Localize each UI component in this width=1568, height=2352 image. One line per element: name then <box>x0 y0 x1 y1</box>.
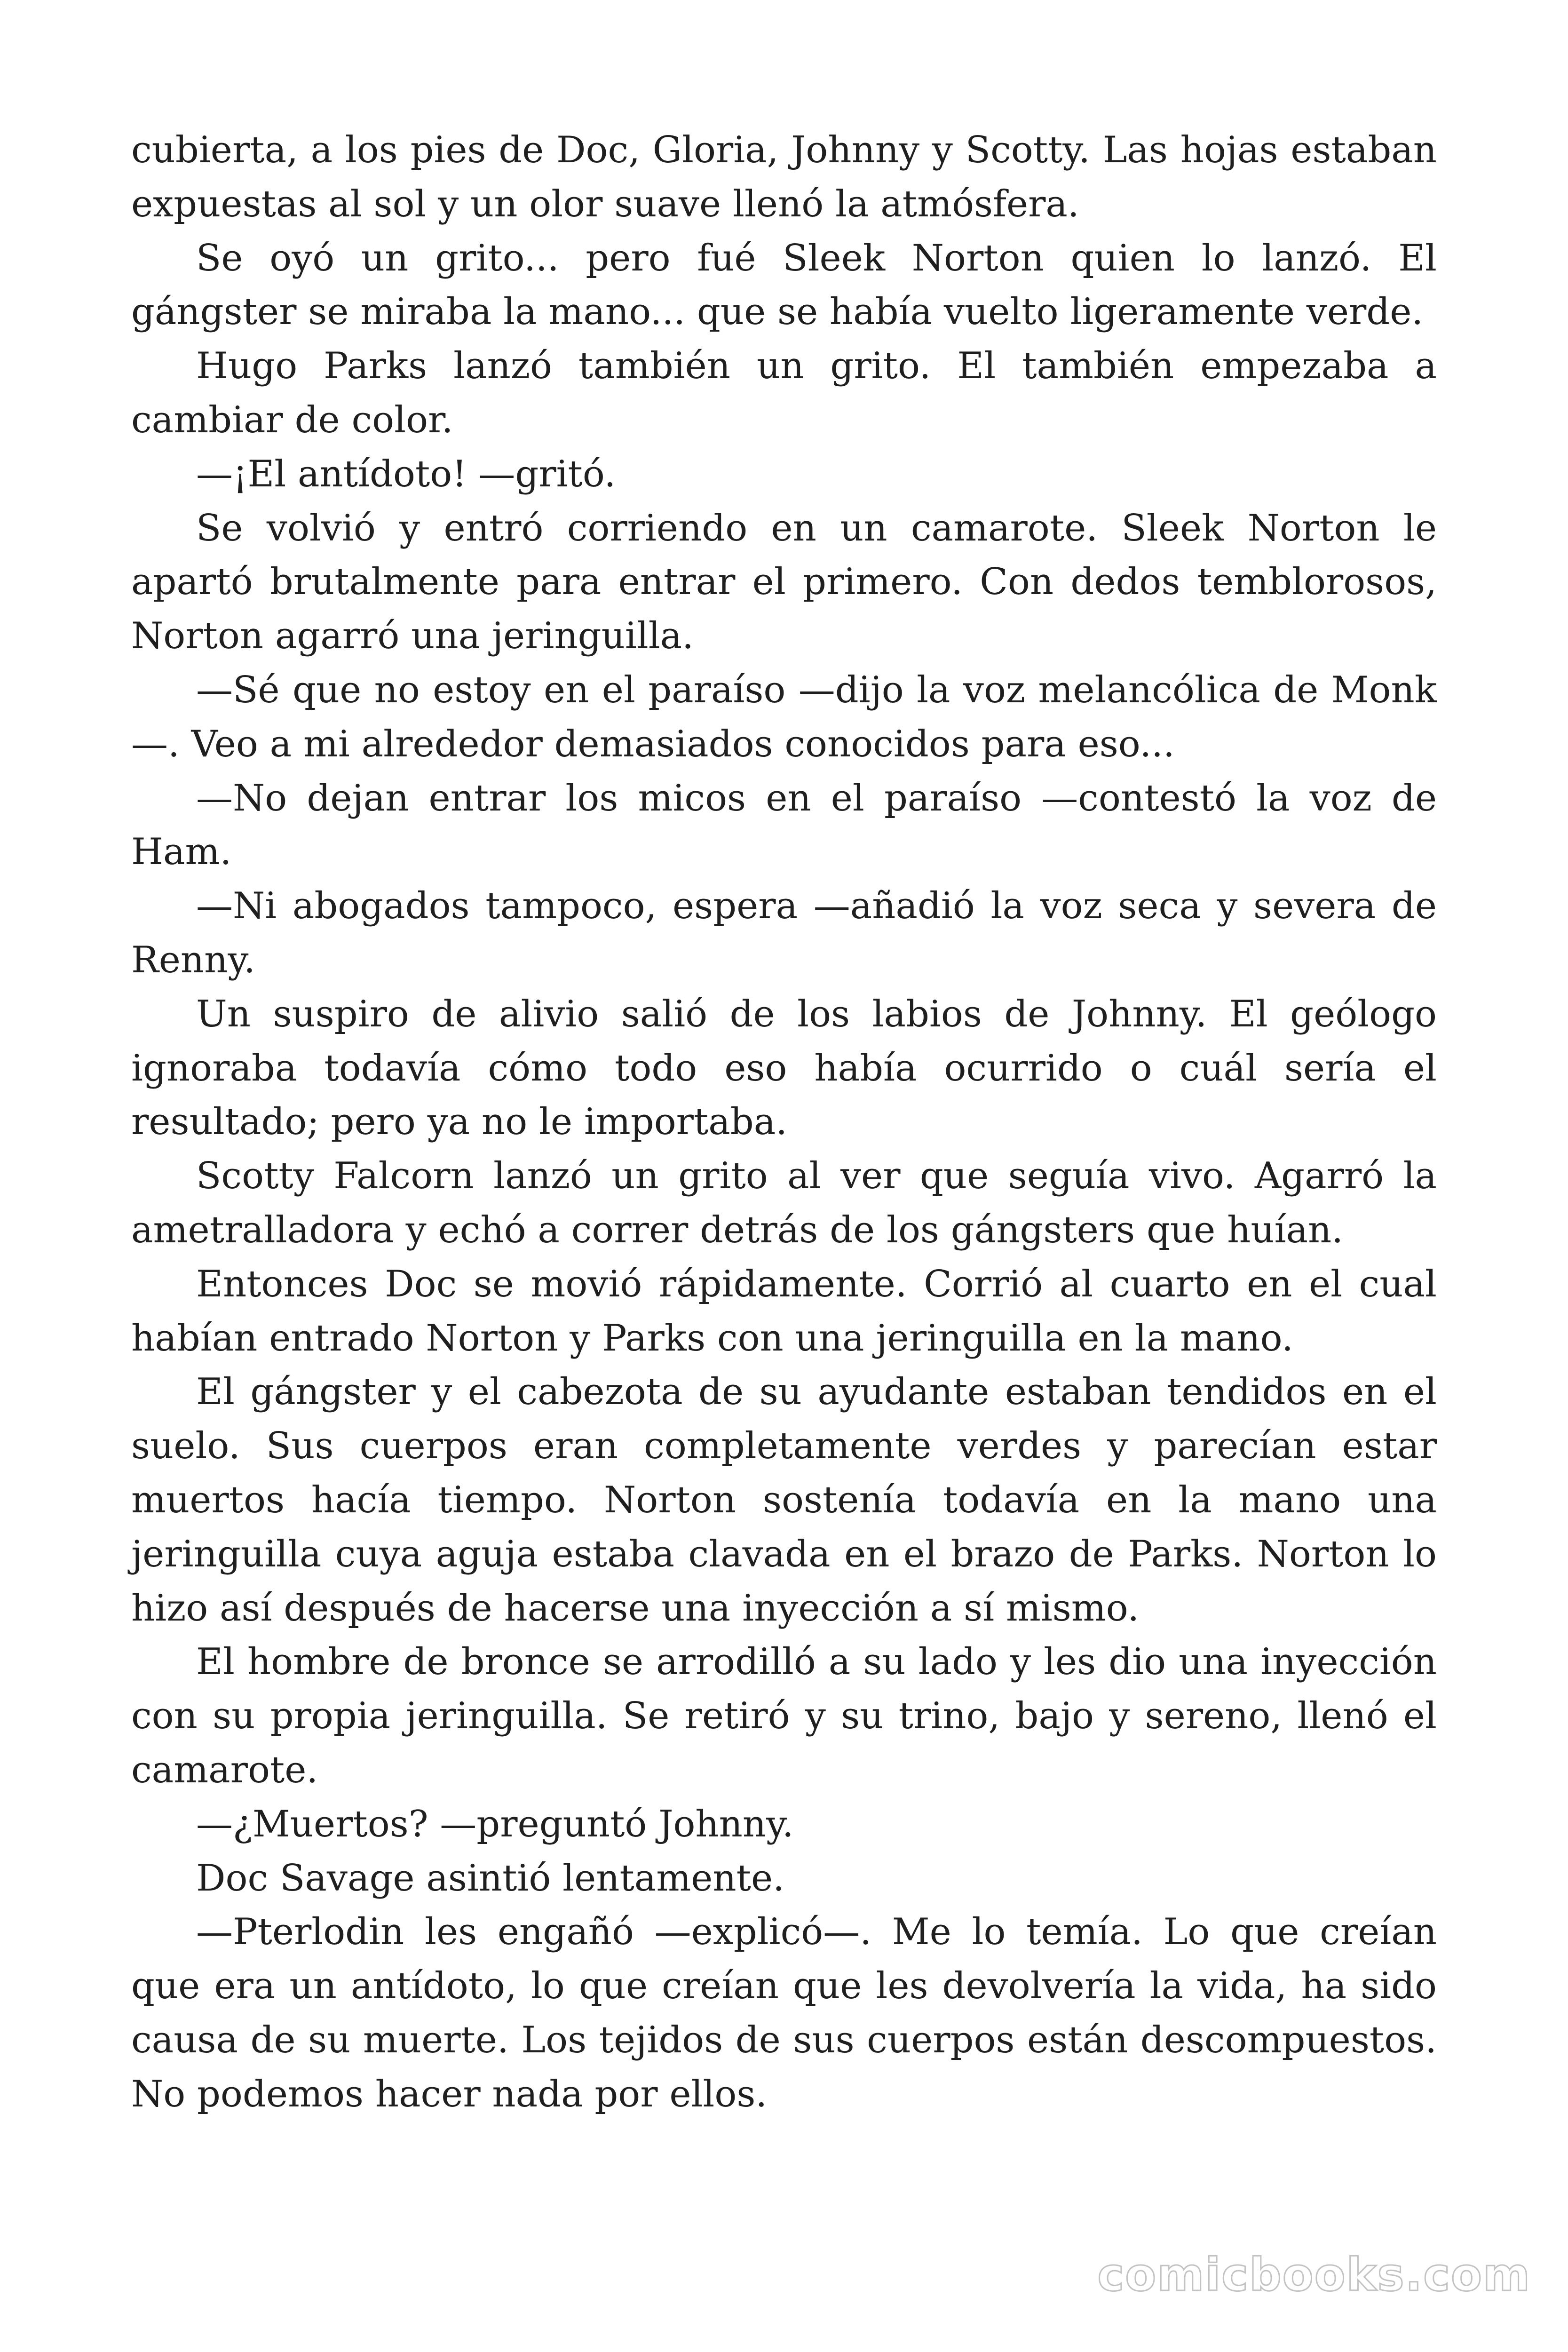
watermark: comicbooks.com <box>1097 2249 1531 2301</box>
paragraph: Entonces Doc se movió rápidamente. Corrió al cuarto en el cual habían entrado Norton y Parks con una jeringuilla en la mano. <box>131 1263 1437 1359</box>
paragraph: Doc Savage asintió lentamente. <box>196 1857 784 1899</box>
paragraph: Un suspiro de alivio salió de los labios de Johnny. El geólogo ignoraba todavía cómo todo eso había ocurrido o cuál sería el resultado; pero ya no le importaba. <box>131 993 1437 1144</box>
paragraph: Scotty Falcorn lanzó un grito al ver que seguía vivo. Agarró la ametralladora y echó a correr detrás de los gángsters que huían. <box>131 1155 1437 1251</box>
paragraph: cubierta, a los pies de Doc, Gloria, Johnny y Scotty. Las hojas estaban expuestas al sol y un olor suave llenó la atmósfera. <box>131 129 1437 225</box>
paragraph: —¡El antídoto! —gritó. <box>196 453 616 495</box>
paragraph: —Sé que no estoy en el paraíso —dijo la voz melancólica de Monk—. Veo a mi alrededor demasiados conocidos para eso... <box>131 668 1437 765</box>
paragraph: Se volvió y entró corriendo en un camarote. Sleek Norton le apartó brutalmente para entrar el primero. Con dedos temblorosos, Norton agarró una jeringuilla. <box>131 507 1437 658</box>
paragraph: —Pterlodin les engañó —explicó—. Me lo temía. Lo que creían que era un antídoto, lo que creían que les devolvería la vida, ha sido causa de su muerte. Los tejidos de sus cuerpos están descompuestos. No podemos hacer nada por ellos. <box>131 1911 1437 2115</box>
paragraph: El gángster y el cabezota de su ayudante estaban tendidos en el suelo. Sus cuerpos eran completamente verdes y parecían estar muertos hacía tiempo. Norton sostenía todavía en la mano una jeringuilla cuya aguja estaba clavada en el brazo de Parks. Norton lo hizo así después de hacerse una inyección a sí mismo. <box>131 1371 1437 1629</box>
paragraph: —Ni abogados tampoco, espera —añadió la voz seca y severa de Renny. <box>131 885 1437 981</box>
paragraph: Se oyó un grito... pero fué Sleek Norton quien lo lanzó. El gángster se miraba la mano... que se había vuelto ligeramente verde. <box>131 237 1437 334</box>
paragraph: El hombre de bronce se arrodilló a su lado y les dio una inyección con su propia jeringuilla. Se retiró y su trino, bajo y sereno, llenó el camarote. <box>131 1641 1437 1791</box>
paragraph: Hugo Parks lanzó también un grito. El también empezaba a cambiar de color. <box>131 345 1437 441</box>
paragraph: —No dejan entrar los micos en el paraíso —contestó la voz de Ham. <box>131 777 1437 874</box>
book-page-text <box>131 123 1437 2121</box>
paragraph: —¿Muertos? —preguntó Johnny. <box>196 1803 794 1845</box>
